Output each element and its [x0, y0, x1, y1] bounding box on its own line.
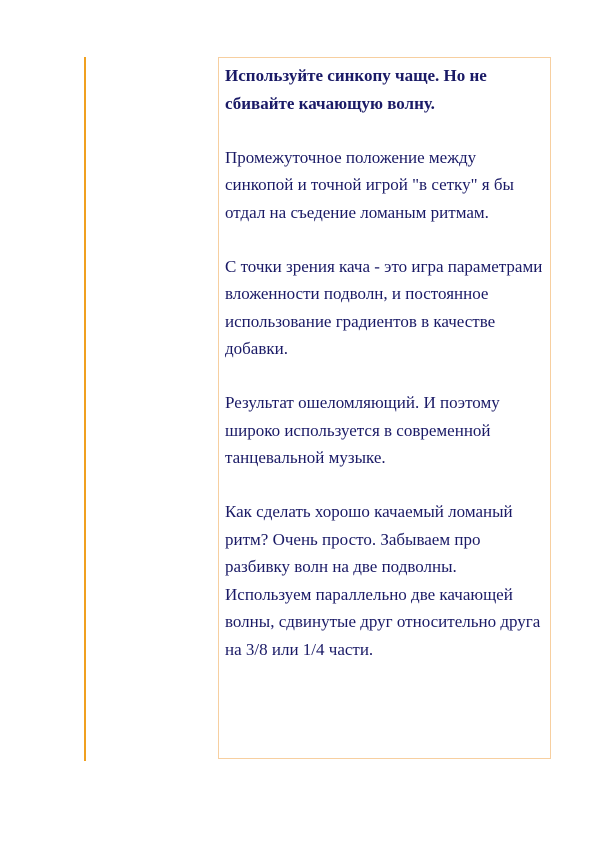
left-margin-rule — [84, 57, 86, 761]
paragraph-3: Результат ошеломляющий. И поэтому широко используется в современной танцевальной музыке. — [225, 393, 500, 467]
box-heading: Используйте синкопу чаще. Но не сбивайте качающую волну. — [225, 66, 487, 113]
paragraph-1: Промежуточное положение между синкопой и точной игрой "в сетку" я бы отдал на съедение ломаным ритмам. — [225, 147, 514, 222]
text-box — [218, 57, 551, 759]
paragraph-2: С точки зрения кача - это игра параметрами вложенности подволн, и постоянное использование градиентов в качестве добавки. — [225, 256, 543, 358]
paragraph-4: Как сделать хорошо качаемый ломаный ритм? Очень просто. Забываем про разбивку волн на две подволны. Используем параллельно две качающей волны, сдвинутые друг относительно друга на 3/8 или 1/4 части. — [225, 502, 541, 659]
